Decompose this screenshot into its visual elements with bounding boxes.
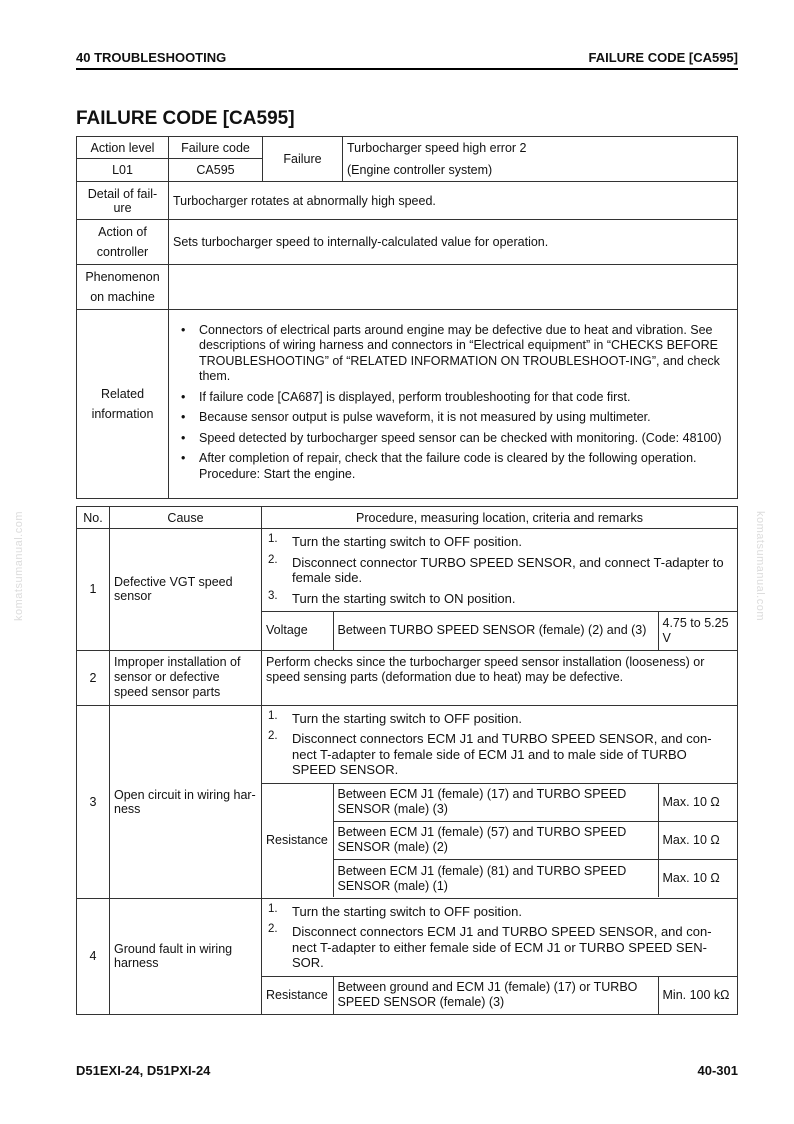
failure-desc-1: Turbocharger speed high error 2 (343, 137, 738, 159)
page-number: 40-301 (697, 1063, 738, 1078)
watermark-right: komatsumanual.com (754, 511, 766, 621)
causes-table (76, 506, 738, 1015)
related-item: • Because sensor output is pulse waveform, it is not measured by using multimeter. (199, 410, 731, 426)
measure-location: Between ECM J1 (female) (17) and TURBO SPEED SENSOR (male) (3) (333, 783, 658, 821)
phenomenon-label: Phenomenon on machine (77, 265, 169, 310)
row-number: 3 (77, 705, 110, 898)
related-item: • If failure code [CA687] is displayed, perform troubleshooting for that code first. (199, 390, 731, 406)
phenomenon-value (169, 265, 738, 310)
row-number: 2 (77, 650, 110, 705)
measure-location: Between ground and ECM J1 (female) (17) or TURBO SPEED SENSOR (female) (3) (333, 976, 658, 1014)
measure-location: Between TURBO SPEED SENSOR (female) (2) and (3) (333, 612, 658, 650)
row-number: 4 (77, 898, 110, 1015)
measure-type: Resistance (262, 783, 333, 897)
procedure-steps (262, 706, 737, 778)
failure-label: Failure (263, 137, 343, 182)
failure-code-label: Failure code (169, 137, 263, 159)
related-item: • Connectors of electrical parts around engine may be defective due to heat and vibration. See descriptions of wiring harness and connectors in “Electrical equipment” in “CHECKS BEFORE TROUBLESHOOTING” of “RELATED INFORMATION ON TROUBLESHOOT-ING”, and check them. (199, 323, 731, 385)
measure-value: 4.75 to 5.25 V (658, 612, 737, 650)
footer-model: D51EXI-24, D51PXI-24 (76, 1063, 211, 1078)
related-item: • After completion of repair, check that the failure code is cleared by the following operation. Procedure: Start the engine. (199, 451, 731, 482)
col-header-procedure: Procedure, measuring location, criteria and remarks (262, 507, 738, 529)
measure-value: Max. 10 Ω (658, 821, 737, 859)
procedure-step: 2. Disconnect connector TURBO SPEED SENSOR, and connect T-adapter to female side. (268, 553, 724, 585)
related-info-list (173, 323, 731, 483)
procedure-step: 3. Turn the starting switch to ON position. (268, 589, 516, 606)
procedure-step: 2. Disconnect connectors ECM J1 and TURBO SPEED SENSOR, and con-nect T-adapter to either female side of ECM J1 or TURBO SPEED SEN-SOR. (268, 923, 712, 970)
row-cause: Ground fault in wiring harness (110, 898, 262, 1015)
action-level-label: Action level (77, 137, 169, 159)
header-section: 40 TROUBLESHOOTING (76, 50, 227, 65)
failure-info-table (76, 136, 738, 499)
col-header-cause: Cause (110, 507, 262, 529)
measurement-table (262, 783, 737, 898)
table-row (77, 529, 738, 651)
row-cause: Defective VGT speed sensor (110, 529, 262, 651)
procedure-steps (262, 529, 737, 606)
detail-label: Detail of fail-ure (77, 182, 169, 220)
failure-code-value: CA595 (169, 159, 263, 182)
related-item: • Speed detected by turbocharger speed sensor can be checked with monitoring. (Code: 48100) (199, 431, 731, 447)
page-header (76, 46, 738, 70)
row-cause: Improper installation of sensor or defective speed sensor parts (110, 650, 262, 705)
related-label: Related information (77, 310, 169, 499)
measurement-table (262, 611, 737, 650)
table-row (77, 898, 738, 1015)
procedure-steps (262, 899, 737, 971)
table-row (77, 650, 738, 705)
action-label: Action of controller (77, 220, 169, 265)
procedure-step: 1. Turn the starting switch to OFF position. (268, 709, 522, 726)
table-row (77, 705, 738, 898)
action-value: Sets turbocharger speed to internally-calculated value for operation. (169, 220, 738, 265)
measure-type: Resistance (262, 976, 333, 1014)
detail-value: Turbocharger rotates at abnormally high speed. (169, 182, 738, 220)
measure-value: Max. 10 Ω (658, 859, 737, 897)
procedure-step: 1. Turn the starting switch to OFF position. (268, 902, 522, 919)
failure-desc-2: (Engine controller system) (343, 159, 738, 182)
row-procedure-text: Perform checks since the turbocharger speed sensor installation (looseness) or speed sensing parts (deformation due to heat) may be defective. (262, 650, 738, 705)
measure-location: Between ECM J1 (female) (81) and TURBO SPEED SENSOR (male) (1) (333, 859, 658, 897)
measure-value: Min. 100 kΩ (658, 976, 737, 1014)
measurement-table (262, 976, 737, 1015)
col-header-no: No. (77, 507, 110, 529)
row-number: 1 (77, 529, 110, 651)
measure-value: Max. 10 Ω (658, 783, 737, 821)
measure-location: Between ECM J1 (female) (57) and TURBO SPEED SENSOR (male) (2) (333, 821, 658, 859)
watermark-left: komatsumanual.com (13, 511, 25, 621)
measure-type: Voltage (262, 612, 333, 650)
action-level-value: L01 (77, 159, 169, 182)
header-title: FAILURE CODE [CA595] (588, 50, 738, 65)
procedure-step: 2. Disconnect connectors ECM J1 and TURBO SPEED SENSOR, and con-nect T-adapter to female side of ECM J1 and to male side of TURBO SPEED SENSOR. (268, 730, 712, 778)
row-cause: Open circuit in wiring har-ness (110, 705, 262, 898)
procedure-step: 1. Turn the starting switch to OFF position. (268, 533, 522, 549)
page-title: FAILURE CODE [CA595] (76, 108, 295, 129)
